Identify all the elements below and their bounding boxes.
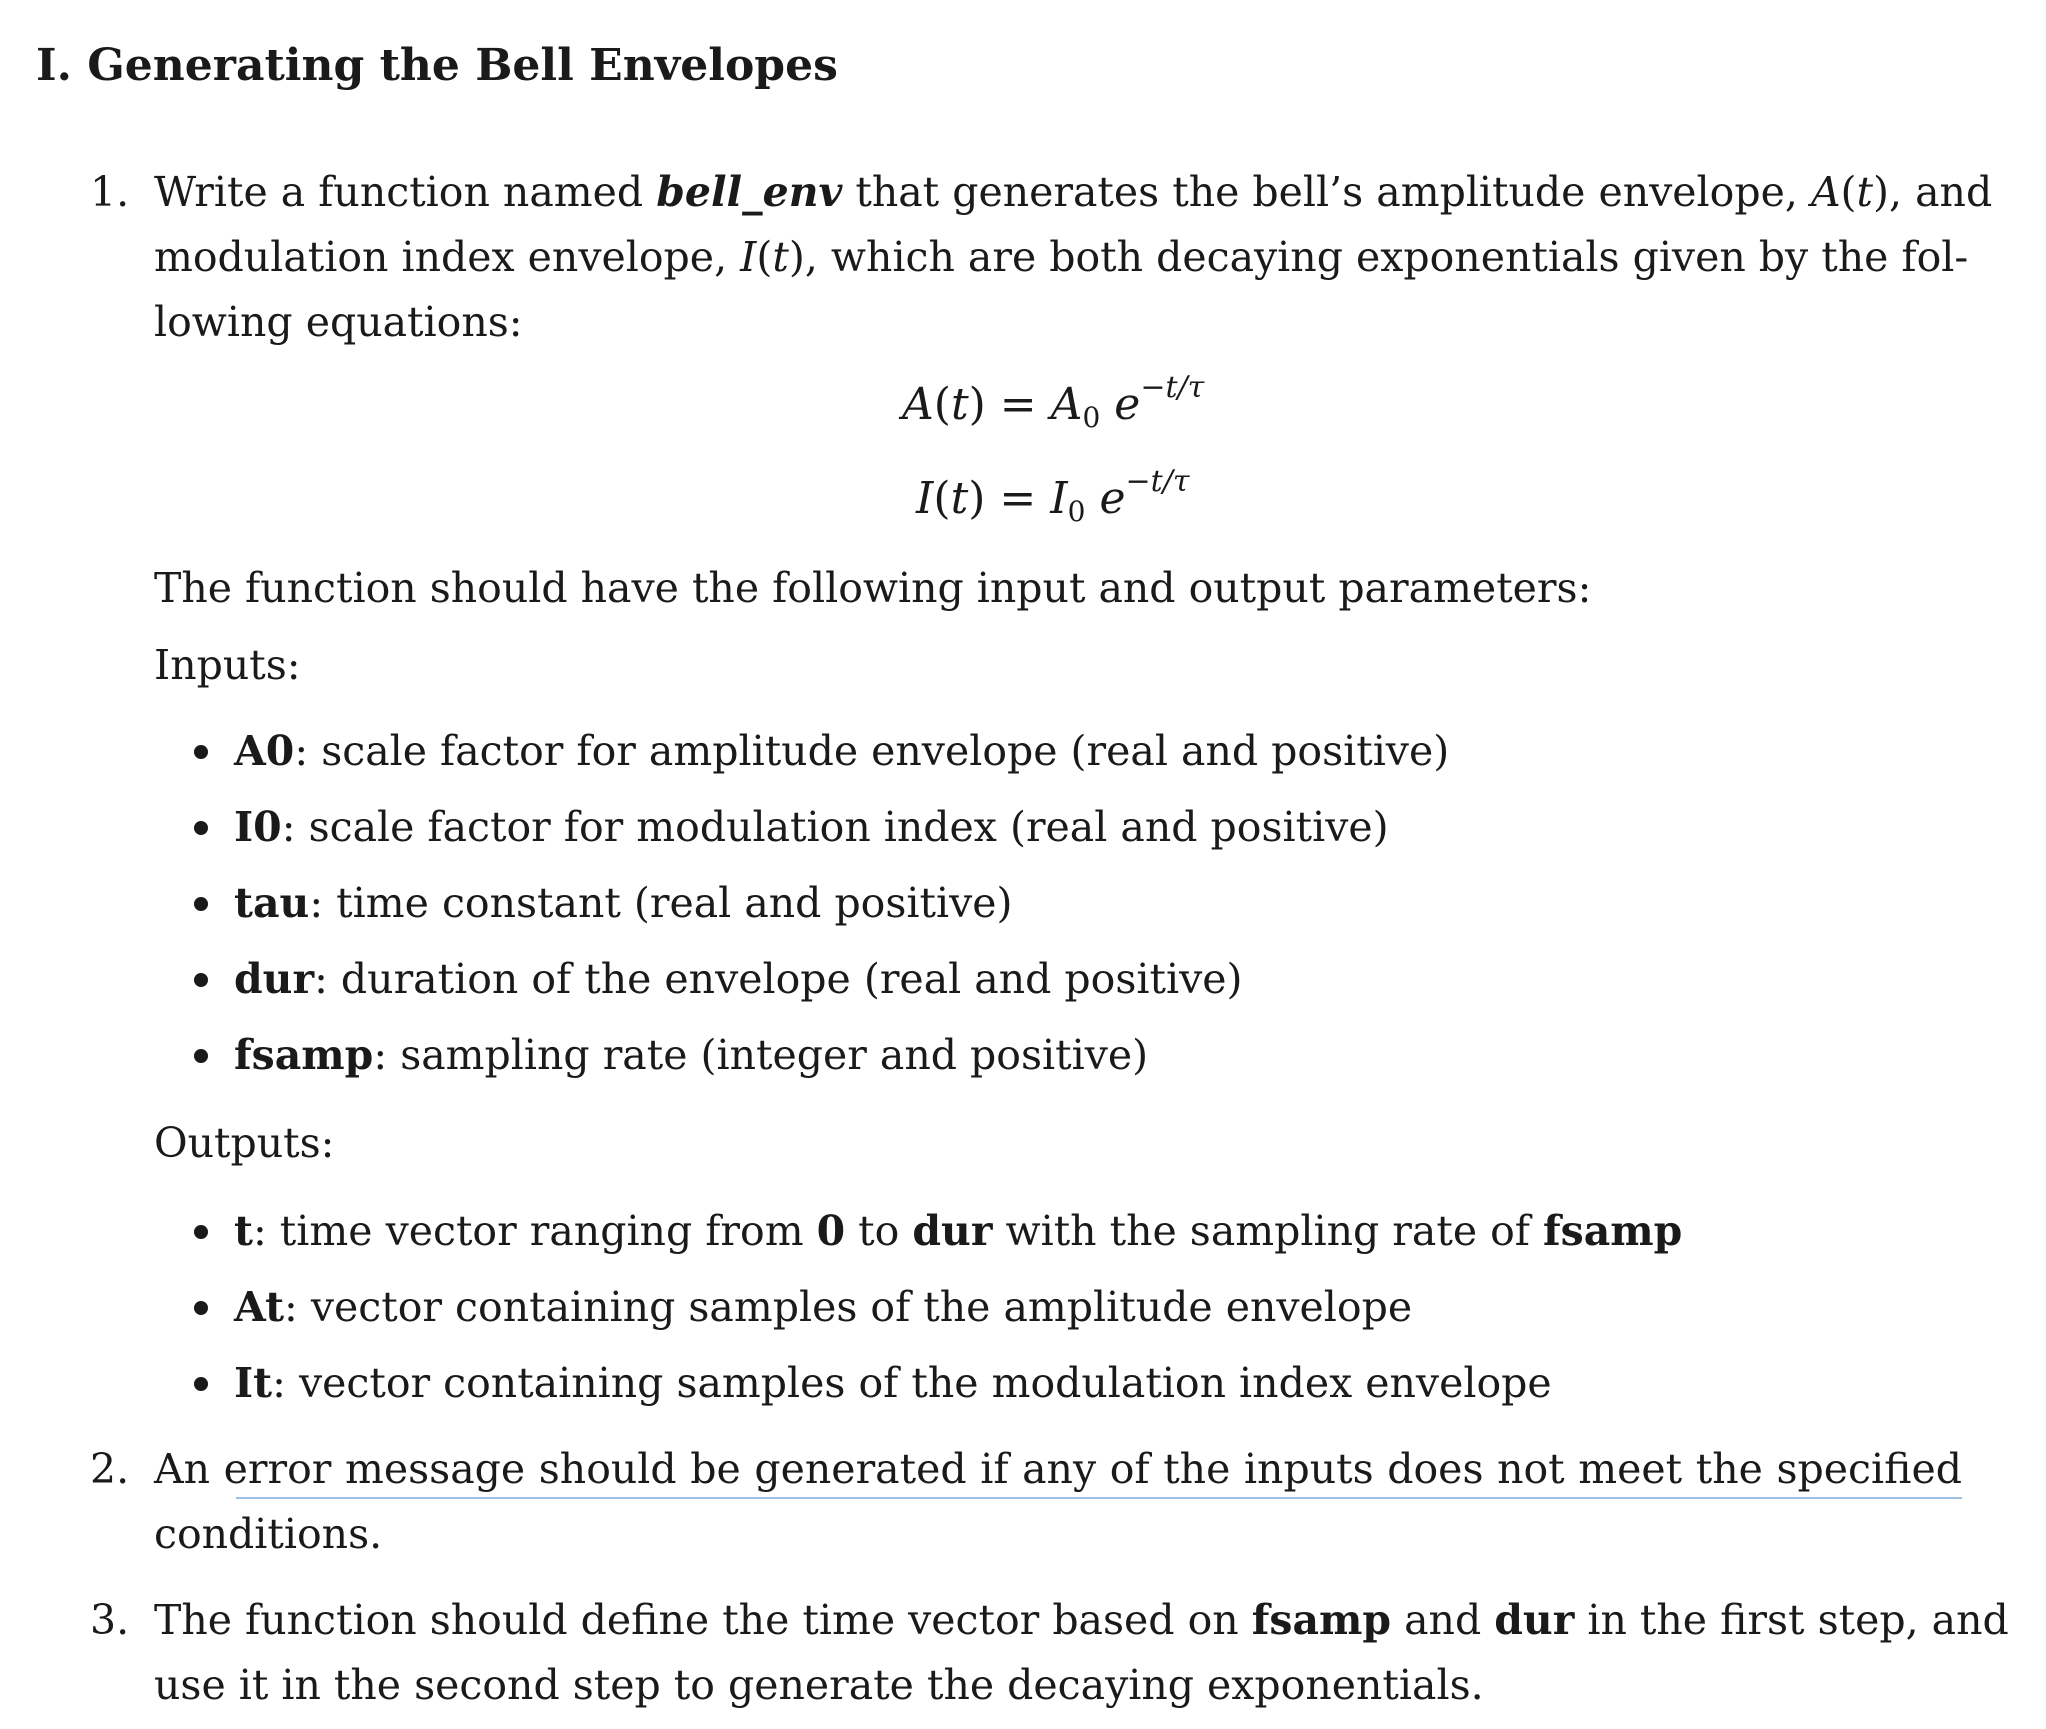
section-title: Generating the Bell Envelopes bbox=[87, 40, 838, 91]
eq-coef-sub: 0 bbox=[1082, 401, 1101, 434]
item-3-line-2: use it in the second step to generate the decaying exponentials. bbox=[154, 1661, 1484, 1709]
param-desc: : vector containing samples of the amplitude envelope bbox=[284, 1283, 1413, 1331]
amplitude-symbol: A bbox=[1810, 168, 1841, 216]
input-item bbox=[194, 1023, 1148, 1088]
param-desc: : duration of the envelope (real and positive) bbox=[314, 955, 1243, 1003]
text-run: , and bbox=[1889, 168, 1993, 216]
bullet-dot bbox=[194, 821, 208, 835]
eq-lhs-arg: t bbox=[950, 473, 969, 524]
eq-equals: = bbox=[999, 473, 1037, 524]
function-name: bell_env bbox=[656, 168, 843, 216]
equation-amplitude: $A(t) = A_0$ $e^{-t/\tau}$ bbox=[902, 370, 1205, 434]
item-2-line-2: conditions. bbox=[154, 1510, 383, 1558]
section-number: I. bbox=[36, 40, 72, 91]
bold-term: fsamp bbox=[1251, 1596, 1392, 1644]
item-3-paragraph bbox=[154, 1588, 2009, 1718]
text-run: , which are both decaying exponentials given by the fol- bbox=[804, 233, 1969, 281]
text-run: with the sampling rate of bbox=[992, 1207, 1544, 1255]
param-name: fsamp bbox=[234, 1031, 374, 1079]
param-name: At bbox=[234, 1283, 285, 1331]
eq-coef-sub: 0 bbox=[1067, 495, 1086, 528]
eq-equals: = bbox=[999, 379, 1037, 430]
eq-lhs-var: A bbox=[902, 379, 934, 430]
bold-term: 0 bbox=[816, 1207, 846, 1255]
eq-exponent: −t/τ bbox=[1125, 464, 1190, 499]
inputs-label: Inputs: bbox=[154, 641, 301, 689]
text-run: and bbox=[1391, 1596, 1495, 1644]
input-item bbox=[194, 871, 1013, 936]
param-desc: : time vector ranging from bbox=[252, 1207, 817, 1255]
output-item bbox=[194, 1351, 1552, 1416]
eq-coef: A bbox=[1050, 379, 1083, 430]
eq-base: e bbox=[1099, 473, 1126, 524]
bold-term: fsamp bbox=[1543, 1207, 1683, 1255]
equation-index: $I(t) = I_0$ $e^{-t/\tau}$ bbox=[916, 464, 1190, 528]
item-1-line-2: modulation index envelope, I(t), which are both decaying exponentials given by the fol- bbox=[154, 233, 1969, 281]
eq-exponent: −t/τ bbox=[1140, 370, 1205, 405]
bullet-dot bbox=[194, 973, 208, 987]
bullet-dot bbox=[194, 1301, 208, 1315]
item-3-line-1 bbox=[154, 1588, 2009, 1653]
item-1-number: 1. bbox=[90, 168, 130, 216]
text-run: The function should define the time vector based on bbox=[154, 1596, 1252, 1644]
item-2-paragraph bbox=[154, 1437, 1962, 1567]
text-run: that generates the bell’s amplitude envelope, bbox=[842, 168, 1811, 216]
time-symbol: t bbox=[1856, 168, 1874, 216]
item-2-line-1: An error message should be generated if any of the inputs does not meet the specified bbox=[154, 1445, 1962, 1493]
text-run: modulation index envelope, bbox=[154, 233, 741, 281]
input-item bbox=[194, 719, 1449, 784]
index-symbol: I bbox=[740, 233, 757, 281]
param-name: A0 bbox=[234, 727, 295, 775]
param-desc: : time constant (real and positive) bbox=[309, 879, 1013, 927]
eq-lhs-arg: t bbox=[950, 379, 969, 430]
output-item bbox=[194, 1275, 1412, 1340]
param-desc: : scale factor for amplitude envelope (real and positive) bbox=[294, 727, 1450, 775]
item-2-number: 2. bbox=[90, 1445, 130, 1493]
bullet-dot bbox=[194, 1049, 208, 1063]
input-item bbox=[194, 947, 1243, 1012]
bullet-dot bbox=[194, 897, 208, 911]
item-1-paragraph bbox=[154, 160, 1993, 355]
text-run: to bbox=[845, 1207, 913, 1255]
param-name: tau bbox=[234, 879, 310, 927]
annotation-underline bbox=[236, 1497, 1962, 1499]
outputs-label: Outputs: bbox=[154, 1119, 335, 1167]
param-name: It bbox=[234, 1359, 273, 1407]
bold-term: dur bbox=[912, 1207, 993, 1255]
eq-lhs-var: I bbox=[916, 473, 934, 524]
item-3-number: 3. bbox=[90, 1596, 130, 1644]
params-intro: The function should have the following input and output parameters: bbox=[154, 564, 1592, 612]
param-name: dur bbox=[234, 955, 315, 1003]
bullet-dot bbox=[194, 1377, 208, 1391]
param-name: I0 bbox=[234, 803, 282, 851]
text-run: Write a function named bbox=[154, 168, 657, 216]
text-run: in the first step, and bbox=[1574, 1596, 2009, 1644]
output-item bbox=[194, 1199, 1682, 1264]
bullet-dot bbox=[194, 745, 208, 759]
eq-coef: I bbox=[1050, 473, 1068, 524]
param-desc: : scale factor for modulation index (real and positive) bbox=[281, 803, 1389, 851]
param-name: t bbox=[234, 1207, 253, 1255]
bold-term: dur bbox=[1494, 1596, 1575, 1644]
param-desc: : sampling rate (integer and positive) bbox=[373, 1031, 1149, 1079]
bullet-dot bbox=[194, 1225, 208, 1239]
eq-base: e bbox=[1114, 379, 1141, 430]
time-symbol: t bbox=[772, 233, 789, 281]
item-1-line-1: Write a function named bell_env that generates the bell’s amplitude envelope, A(t), and bbox=[154, 168, 1993, 216]
section-heading bbox=[36, 38, 838, 94]
param-desc: : vector containing samples of the modulation index envelope bbox=[272, 1359, 1552, 1407]
item-1-line-3: lowing equations: bbox=[154, 298, 523, 346]
input-item bbox=[194, 795, 1389, 860]
